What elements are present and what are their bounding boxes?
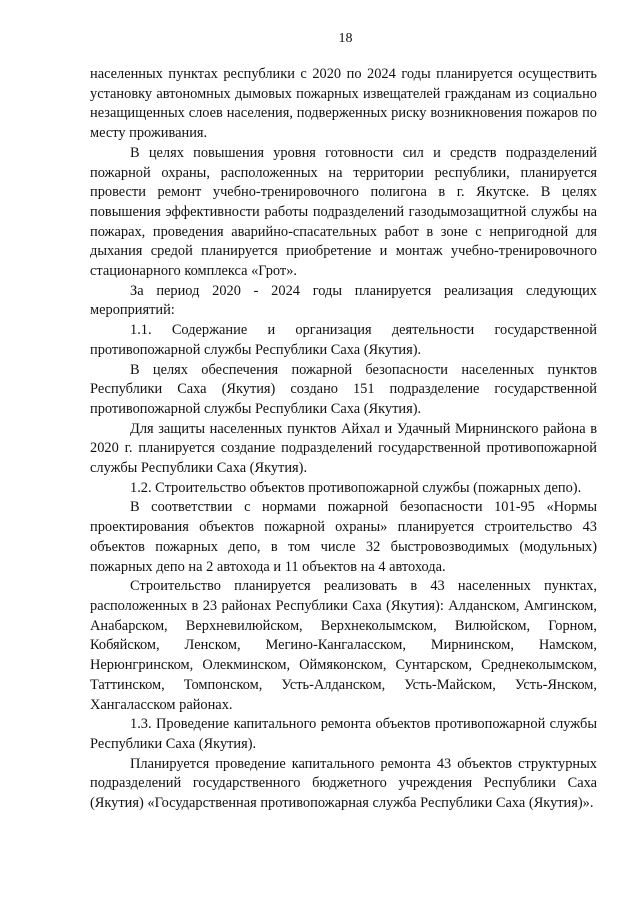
- paragraph-training-ground: В целях повышения уровня готовности сил и средств подразделений пожарной охраны, расположенных на территории республики, планируется провести ремонт учебно-тренировочного полигона в г. Якутске. В целях повышения эффективности работы подразделений газодымозащитной службы на пожарах, проведения аварийно-спасательных работ в зоне с непригодной для дыхания средой планируется приобретение и монтаж учебно-тренировочного стационарного комплекса «Грот».: [90, 144, 597, 280]
- paragraph-item-1-1: 1.1. Содержание и организация деятельности государственной противопожарной службы Республики Саха (Якутия).: [90, 322, 597, 358]
- page-number: 18: [338, 31, 353, 46]
- paragraph-construction-districts: Строительство планируется реализовать в 43 населенных пунктах, расположенных в 23 районах Республики Саха (Якутия): Алданском, Амгинском, Анабарском, Верхневилюйском, Верхнеколымском, Вилюйском, Горном, Кобяйском, Ленском, Мегино-Кангаласском, Мирнинском, Намском, Нерюнгринском, Олекминском, Оймяконском, Сунтарском, Среднеколымском, Таттинском, Томпонском, Усть-Алданском, Усть-Майском, Усть-Янском, Хангаласском районах.: [90, 578, 597, 713]
- paragraph-fire-depots-norms: В соответствии с нормами пожарной безопасности 101-95 «Нормы проектирования объектов пожарной охраны» планируется строительство 43 объектов пожарных депо, в том числе 32 быстровозводимых (модульных) пожарных депо на 2 автохода и 11 объектов на 4 автохода.: [90, 499, 597, 575]
- paragraph-item-1-3: 1.3. Проведение капитального ремонта объектов противопожарной службы Республики Саха (Якутия).: [90, 716, 597, 752]
- paragraph-planned-measures: За период 2020 - 2024 годы планируется реализация следующих мероприятий:: [90, 282, 597, 319]
- paragraph-smoke-detectors: населенных пунктах республики с 2020 по 2024 годы планируется осуществить установку автономных дымовых пожарных извещателей гражданам из социально незащищенных слоев населения, подверженных риску возникновения пожаров по месту проживания.: [90, 66, 597, 142]
- document-page: [90, 30, 597, 814]
- paragraph-units-created: В целях обеспечения пожарной безопасности населенных пунктов Республики Саха (Якутия) создано 151 подразделение государственной противопожарной службы Республики Саха (Якутия).: [90, 361, 597, 417]
- paragraph-capital-repair: Планируется проведение капитального ремонта 43 объектов структурных подразделений государственного бюджетного учреждения Республики Саха (Якутия) «Государственная противопожарная служба Республики Саха (Якутия)».: [90, 755, 597, 812]
- paragraph-item-1-2: 1.2. Строительство объектов противопожарной службы (пожарных депо).: [130, 479, 582, 496]
- paragraph-aikhal-udachny: Для защиты населенных пунктов Айхал и Удачный Мирнинского района в 2020 г. планируется создание подразделений государственной противопожарной службы Республики Саха (Якутия).: [90, 420, 597, 477]
